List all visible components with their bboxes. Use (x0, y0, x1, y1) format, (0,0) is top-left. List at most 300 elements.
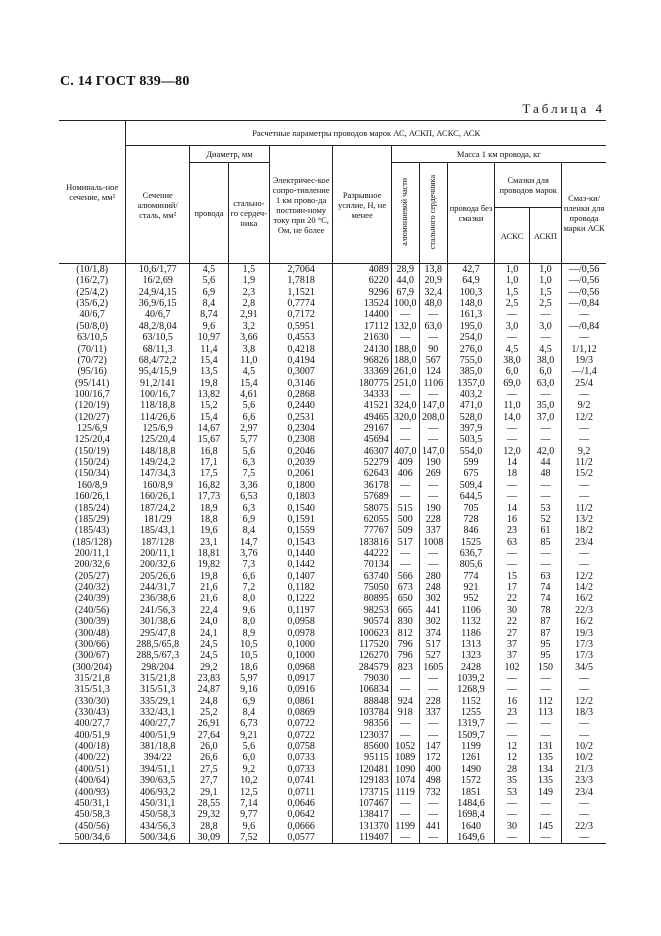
table-cell: 17,5 (190, 468, 229, 479)
table-cell: 284579 (333, 662, 391, 673)
table-cell: 77767 (333, 525, 391, 536)
table-cell: 0,0733 (269, 764, 333, 775)
table-cell: 48 (529, 468, 561, 479)
table-row (59, 775, 606, 786)
table-cell: 11,0 (228, 355, 269, 366)
table-cell: 254,0 (447, 332, 494, 343)
table-cell: 567 (419, 355, 447, 366)
table-cell: 16 (495, 514, 530, 525)
table-cell: (300/66) (74, 638, 110, 650)
table-cell: 228 (419, 696, 447, 707)
table-cell: 0,1540 (269, 503, 333, 514)
table-cell: 23/3 (562, 775, 606, 786)
table-cell: 1,0 (495, 264, 530, 276)
table-cell: — (495, 684, 530, 695)
table-cell: 200/32,6 (74, 559, 110, 571)
table-cell: 124 (419, 366, 447, 377)
table-cell: 74 (529, 582, 561, 593)
table-cell: 15,2 (190, 400, 229, 411)
table-cell: — (495, 434, 530, 445)
table-cell: 1052 (391, 741, 419, 752)
table-cell: 8,4 (228, 707, 269, 718)
table-cell: 15,4 (190, 412, 229, 423)
table-cell: 98253 (333, 605, 391, 616)
table-cell: 48,2/8,04 (126, 321, 190, 332)
parameters-table (59, 120, 606, 844)
table-cell: 650 (391, 593, 419, 604)
table-cell: 0,0958 (269, 616, 333, 627)
table-cell: 0,0968 (269, 662, 333, 673)
table-cell: 921 (447, 582, 494, 593)
table-cell: — (529, 309, 561, 320)
table-cell: 1509,7 (447, 730, 494, 741)
table-cell: 19/3 (562, 355, 606, 366)
table-cell: 67,9 (391, 287, 419, 298)
table-cell: 665 (391, 605, 419, 616)
table-cell: 302 (419, 616, 447, 627)
table-cell: 9,6 (228, 821, 269, 832)
table-cell: 3,8 (228, 344, 269, 355)
table-cell: — (391, 332, 419, 343)
table-cell: 95115 (333, 752, 391, 763)
table-cell: 0,1000 (269, 650, 333, 661)
table-row (59, 264, 606, 276)
table-cell: 0,0642 (269, 809, 333, 820)
table-cell: 129183 (333, 775, 391, 786)
table-cell: 10,5 (228, 650, 269, 661)
table-cell: 17112 (333, 321, 391, 332)
table-cell: (70/72) (77, 354, 107, 366)
table-cell: — (529, 684, 561, 695)
table-cell: 8,4 (190, 298, 229, 309)
table-cell: 6,53 (228, 491, 269, 502)
table-cell: 0,7774 (269, 298, 333, 309)
table-row (59, 707, 606, 718)
table-cell: 17,73 (190, 491, 229, 502)
table-cell: 44 (529, 457, 561, 468)
table-cell: 100/16,7 (74, 388, 110, 400)
table-cell: (185/43) (74, 525, 110, 537)
table-cell: 126270 (333, 650, 391, 661)
table-cell: 68/11,3 (126, 344, 190, 355)
table-cell: 100623 (333, 628, 391, 639)
table-cell: (150/19) (74, 445, 110, 457)
table-cell: 705 (447, 503, 494, 514)
table-cell: 0,1543 (269, 537, 333, 548)
table-cell: 6,73 (228, 718, 269, 729)
table-cell: 42,0 (529, 446, 561, 457)
table-cell: 12,5 (228, 787, 269, 798)
table-cell: 147 (419, 741, 447, 752)
table-cell: 0,1803 (269, 491, 333, 502)
table-cell: — (495, 559, 530, 570)
table-cell: — (495, 480, 530, 491)
table-cell: 0,4194 (269, 355, 333, 366)
table-cell: 18,6 (228, 662, 269, 673)
table-cell: 335/29,1 (126, 696, 190, 707)
table-cell: 517 (419, 639, 447, 650)
table-cell: 0,1559 (269, 525, 333, 536)
table-cell: —/0,56 (562, 287, 606, 298)
table-cell: 315/21,8 (126, 673, 190, 684)
table-cell: 24,1 (190, 628, 229, 639)
table-cell: 87 (529, 628, 561, 639)
table-cell: 150 (529, 662, 561, 673)
table-cell: 9,2 (228, 764, 269, 775)
table-cell: 9/2 (562, 400, 606, 411)
table-cell: 78 (529, 605, 561, 616)
table-cell: 0,1000 (269, 639, 333, 650)
table-cell: 85 (529, 537, 561, 548)
table-cell: 1357,0 (447, 378, 494, 389)
table-row (59, 480, 606, 491)
table-cell: 301/38,6 (126, 616, 190, 627)
table-cell: (185/24) (74, 502, 110, 514)
table-cell: 117520 (333, 639, 391, 650)
table-row (59, 446, 606, 457)
table-cell: 409 (391, 457, 419, 468)
table-cell: 4,5 (529, 344, 561, 355)
table-row (59, 389, 606, 400)
table-cell: 205/26,6 (126, 571, 190, 582)
table-cell: — (391, 480, 419, 491)
table-cell: 0,1182 (269, 582, 333, 593)
table-cell: 9,21 (228, 730, 269, 741)
table-cell: 208,0 (419, 412, 447, 423)
table-cell: 0,5951 (269, 321, 333, 332)
table-cell: 403,2 (447, 389, 494, 400)
table-cell: 8,0 (228, 593, 269, 604)
table-cell: 24,5 (190, 639, 229, 650)
table-cell: 172 (419, 752, 447, 763)
table-cell: 63740 (333, 571, 391, 582)
table-cell: 147,0 (419, 446, 447, 457)
table-cell: 148/18,8 (126, 446, 190, 457)
table-cell: 675 (447, 468, 494, 479)
table-cell: 33369 (333, 366, 391, 377)
table-cell: 3,0 (529, 321, 561, 332)
table-cell: 28,8 (190, 821, 229, 832)
table-cell: 27,64 (190, 730, 229, 741)
table-cell: 830 (391, 616, 419, 627)
table-cell: 0,4553 (269, 332, 333, 343)
table-cell: 9,77 (228, 809, 269, 820)
table-cell: 200/32,6 (126, 559, 190, 570)
table-cell: 952 (447, 593, 494, 604)
table-cell: 0,2039 (269, 457, 333, 468)
table-cell: 13,5 (190, 366, 229, 377)
table-cell: 180775 (333, 378, 391, 389)
table-cell: 0,1800 (269, 480, 333, 491)
table-cell: 7,3 (228, 559, 269, 570)
table-cell: 28 (495, 764, 530, 775)
table-cell: 1,5 (529, 287, 561, 298)
table-cell: 40/6,7 (126, 309, 190, 320)
table-cell: 63/10,5 (77, 332, 108, 344)
table-cell: 728 (447, 514, 494, 525)
table-cell: — (391, 559, 419, 570)
table-cell: 22 (495, 593, 530, 604)
table-cell: 1605 (419, 662, 447, 673)
table-row (59, 628, 606, 639)
table-cell: 400/27,7 (74, 718, 110, 730)
table-cell: 46307 (333, 446, 391, 457)
table-cell: 5,6 (228, 400, 269, 411)
table-cell: 119407 (333, 832, 391, 844)
table-cell: 7,14 (228, 798, 269, 809)
table-cell: 48,0 (419, 298, 447, 309)
table-cell: 95 (529, 650, 561, 661)
table-cell: 1089 (391, 752, 419, 763)
table-cell: 16,82 (190, 480, 229, 491)
table-cell: — (529, 730, 561, 741)
table-cell: — (419, 332, 447, 343)
header-d-wire: провода (190, 163, 229, 264)
table-cell: (35/6,2) (76, 298, 109, 310)
table-cell: 23 (495, 707, 530, 718)
table-cell: 14400 (333, 309, 391, 320)
table-cell: 288,5/67,3 (126, 650, 190, 661)
header-g-film: Смаз-ки/пленки для провода марки АСК (562, 163, 606, 264)
table-cell: 400/51,9 (126, 730, 190, 741)
table-cell: (70/11) (77, 343, 107, 355)
table-cell: 1698,4 (447, 809, 494, 820)
table-cell: 6,9 (228, 696, 269, 707)
table-cell: 102 (495, 662, 530, 673)
table-cell: 2,5 (529, 298, 561, 309)
table-cell: 160/8,9 (77, 479, 108, 491)
table-cell: —/0,84 (562, 298, 606, 309)
page-header: С. 14 ГОСТ 839—80 (60, 74, 190, 89)
table-cell: 0,1222 (269, 593, 333, 604)
table-cell: 236/38,6 (126, 593, 190, 604)
table-cell: 17/3 (562, 650, 606, 661)
table-cell: 1851 (447, 787, 494, 798)
table-cell: 599 (447, 457, 494, 468)
table-cell: 10,6/1,77 (126, 264, 190, 276)
table-cell: 1,1521 (269, 287, 333, 298)
table-cell: 34/5 (562, 662, 606, 673)
table-cell: 22/3 (562, 605, 606, 616)
header-grease (495, 163, 562, 264)
table-cell: 52279 (333, 457, 391, 468)
table-cell: — (495, 673, 530, 684)
table-cell: 673 (391, 582, 419, 593)
table-cell: (450/56) (74, 820, 110, 832)
table-cell: 441 (419, 605, 447, 616)
table-cell: 29,32 (190, 809, 229, 820)
table-cell: 5,6 (190, 275, 229, 286)
table-row (59, 434, 606, 445)
table-row (59, 355, 606, 366)
table-cell: — (419, 548, 447, 559)
table-cell: 32,4 (419, 287, 447, 298)
table-cell: 26,91 (190, 718, 229, 729)
table-cell: 0,0577 (269, 832, 333, 844)
table-cell: — (495, 491, 530, 502)
table-cell: 61 (529, 525, 561, 536)
table-row (59, 582, 606, 593)
table-cell: 11/2 (562, 457, 606, 468)
table-cell: 6,0 (228, 752, 269, 763)
table-cell: 90 (419, 344, 447, 355)
table-cell: 26,6 (190, 752, 229, 763)
table-cell: 42,7 (447, 264, 494, 276)
table-cell: 34333 (333, 389, 391, 400)
table-cell: 6,9 (190, 287, 229, 298)
table-cell: (95/16) (77, 366, 107, 378)
table-cell: (240/39) (74, 593, 110, 605)
table-cell: 53 (529, 503, 561, 514)
table-cell: 23,1 (190, 537, 229, 548)
table-cell: (240/32) (74, 582, 110, 594)
table-cell: 87 (529, 616, 561, 627)
table-cell: — (495, 809, 530, 820)
table-cell: 0,0861 (269, 696, 333, 707)
table-cell: 160/26,1 (74, 491, 110, 503)
table-cell: — (562, 423, 606, 434)
table-cell: 5,6 (228, 446, 269, 457)
table-cell: — (495, 548, 530, 559)
table-cell: 25/4 (562, 378, 606, 389)
table-row (59, 571, 606, 582)
table-row (59, 662, 606, 673)
table-cell: 16,8 (190, 446, 229, 457)
table-cell: 147/34,3 (126, 468, 190, 479)
table-cell: 187/24,2 (126, 503, 190, 514)
table-cell: 5,77 (228, 434, 269, 445)
table-cell: 58075 (333, 503, 391, 514)
table-cell: 36,9/6,15 (126, 298, 190, 309)
table-cell: 1,9 (228, 275, 269, 286)
table-cell: 188,0 (391, 355, 419, 366)
table-cell: (120/27) (74, 411, 110, 423)
table-cell: 500/34,6 (126, 832, 190, 844)
table-cell: 3,0 (495, 321, 530, 332)
table-cell: 14 (495, 457, 530, 468)
table-cell: 95 (529, 639, 561, 650)
table-cell: 10/2 (562, 741, 606, 752)
table-row (59, 548, 606, 559)
table-cell: 812 (391, 628, 419, 639)
table-cell: 471,0 (447, 400, 494, 411)
table-cell: 12/2 (562, 571, 606, 582)
table-cell: 332/43,1 (126, 707, 190, 718)
table-cell: — (391, 730, 419, 741)
table-cell: — (495, 423, 530, 434)
table-cell: 40/6,7 (79, 309, 105, 321)
header-resistance: Электричес-кое сопро-тивление 1 км прово-да постоян-ному току при 20 °С, Ом, не более (269, 146, 333, 264)
table-cell: 200/11,1 (126, 548, 190, 559)
table-cell: 1268,9 (447, 684, 494, 695)
table-cell: 2,8 (228, 298, 269, 309)
table-cell: 337 (419, 525, 447, 536)
table-cell: 70134 (333, 559, 391, 570)
table-cell: 1,0 (529, 275, 561, 286)
table-cell: 1008 (419, 537, 447, 548)
table-cell: — (495, 832, 530, 844)
table-cell: 160/26,1 (126, 491, 190, 502)
table-cell: 394/51,1 (126, 764, 190, 775)
table-cell: 1106 (447, 605, 494, 616)
table-cell: 228 (419, 514, 447, 525)
table-cell: 161,3 (447, 309, 494, 320)
table-cell: 823 (391, 662, 419, 673)
table-cell: 500 (391, 514, 419, 525)
table-cell: 37,0 (529, 412, 561, 423)
table-cell: 37 (495, 650, 530, 661)
table-cell: — (529, 480, 561, 491)
table-cell: — (391, 718, 419, 729)
table-cell: 21,6 (190, 593, 229, 604)
table-cell: 434/56,3 (126, 821, 190, 832)
table-cell: 500/34,6 (59, 832, 126, 844)
table-cell: 2,3 (228, 287, 269, 298)
table-cell: — (495, 718, 530, 729)
table-cell: 4,5 (228, 366, 269, 377)
table-cell: — (495, 730, 530, 741)
table-cell: 0,0722 (269, 718, 333, 729)
table-row (59, 503, 606, 514)
table-cell: 18,9 (190, 503, 229, 514)
table-cell: 145 (529, 821, 561, 832)
table-cell: 13524 (333, 298, 391, 309)
table-cell: 16/2,69 (126, 275, 190, 286)
table-cell: 400/27,7 (126, 718, 190, 729)
table-cell: 8,4 (228, 525, 269, 536)
table-cell: 337 (419, 707, 447, 718)
table-cell: — (419, 684, 447, 695)
table-row (59, 787, 606, 798)
table-row (59, 696, 606, 707)
table-cell: — (391, 548, 419, 559)
table-row (59, 457, 606, 468)
table-cell: 113 (529, 707, 561, 718)
table-cell: — (529, 559, 561, 570)
table-cell: — (562, 434, 606, 445)
table-cell: 1119 (391, 787, 419, 798)
table-cell: 90574 (333, 616, 391, 627)
table-cell: (205/27) (74, 570, 110, 582)
table-cell: — (529, 332, 561, 343)
table-cell: 1090 (391, 764, 419, 775)
table-cell: 12,0 (495, 446, 530, 457)
table-cell: 1/1,12 (562, 344, 606, 355)
table-cell: 25,2 (190, 707, 229, 718)
table-cell: 566 (391, 571, 419, 582)
header-section: Сечение алюминий/сталь, мм² (126, 146, 190, 264)
table-cell: 28,9 (391, 264, 419, 276)
table-cell: — (419, 832, 447, 844)
table-cell: 125/6,9 (126, 423, 190, 434)
table-cell: 374 (419, 628, 447, 639)
table-cell: 390/63,5 (126, 775, 190, 786)
table-cell: 12 (495, 752, 530, 763)
table-cell: — (419, 809, 447, 820)
table-cell: — (529, 548, 561, 559)
table-cell: — (562, 480, 606, 491)
table-cell: 21,6 (190, 582, 229, 593)
table-cell: 315/21,8 (74, 672, 110, 684)
table-cell: — (562, 559, 606, 570)
table-cell: 24,9/4,15 (126, 287, 190, 298)
table-cell: 38,0 (529, 355, 561, 366)
table-cell: 88848 (333, 696, 391, 707)
table-row (59, 321, 606, 332)
table-cell: 0,2304 (269, 423, 333, 434)
table-body (59, 264, 606, 844)
table-cell: 20,9 (419, 275, 447, 286)
